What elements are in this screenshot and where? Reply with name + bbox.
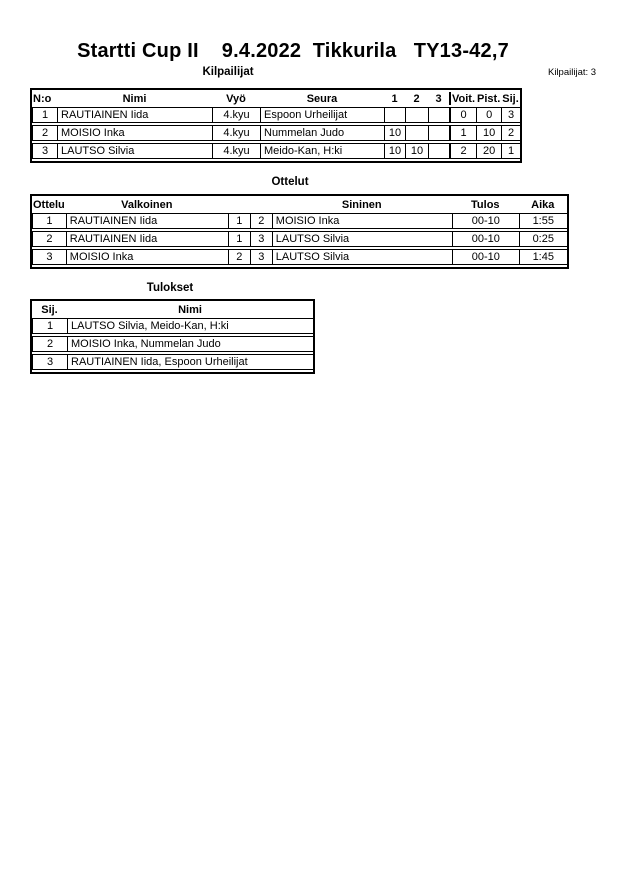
- col-header-round-3: 3: [435, 92, 442, 105]
- cell-pist: 10: [476, 125, 501, 141]
- table-row: [32, 249, 567, 265]
- cell-blue-number: 3: [250, 231, 272, 247]
- table-row: [32, 107, 520, 123]
- cell-nimi: RAUTIAINEN Iida: [57, 107, 212, 123]
- cell-no: 1: [32, 107, 57, 123]
- col-header-aika: Aika: [531, 198, 555, 211]
- cell-seura: Meido-Kan, H:ki: [260, 143, 384, 159]
- col-header-vyo: Vyö: [226, 92, 246, 105]
- cell-pist: 20: [476, 143, 501, 159]
- cell-sij: 3: [32, 354, 67, 370]
- cell-aika: 0:25: [519, 231, 567, 247]
- header-row: [32, 303, 313, 316]
- cell-round-1: 10: [384, 125, 405, 141]
- cell-tulos: 00-10: [452, 231, 519, 247]
- cell-sij: 3: [501, 107, 520, 123]
- cell-voit: 1: [449, 125, 476, 141]
- cell-seura: Espoon Urheilijat: [260, 107, 384, 123]
- kilpailijat-table: [30, 88, 522, 163]
- col-header-pist: Pist.: [477, 92, 501, 105]
- col-header-round-2: 2: [413, 92, 420, 105]
- cell-vyo: 4.kyu: [212, 107, 260, 123]
- cell-vyo: 4.kyu: [212, 125, 260, 141]
- cell-voit: 0: [449, 107, 476, 123]
- col-header-blue-number: [250, 198, 272, 211]
- table-row: [32, 213, 567, 229]
- cell-aika: 1:55: [519, 213, 567, 229]
- cell-aika: 1:45: [519, 249, 567, 265]
- cell-pist: 0: [476, 107, 501, 123]
- cell-round-3: [428, 107, 449, 123]
- cell-sij: 1: [501, 143, 520, 159]
- col-header-no: N:o: [33, 92, 52, 105]
- cell-sij: 1: [32, 318, 67, 334]
- cell-valkoinen: MOISIO Inka: [66, 249, 228, 265]
- cell-round-2: [405, 107, 428, 123]
- page-title: Startti Cup II 9.4.2022 Tikkurila TY13-42,7: [77, 40, 509, 62]
- cell-round-2: 10: [405, 143, 428, 159]
- col-header-ottelu: Ottelu: [33, 198, 65, 211]
- cell-nimi: RAUTIAINEN Iida, Espoon Urheilijat: [67, 354, 313, 370]
- cell-sininen: MOISIO Inka: [272, 213, 452, 229]
- tulokset-heading: Tulokset: [146, 282, 194, 294]
- table-row: [32, 231, 567, 247]
- col-header-sij: Sij.: [41, 303, 58, 316]
- col-header-seura: Seura: [306, 92, 338, 105]
- tulokset-table-header: [32, 303, 313, 316]
- cell-sininen: LAUTSO Silvia: [272, 231, 452, 247]
- cell-tulos: 00-10: [452, 213, 519, 229]
- table-row: [32, 336, 313, 352]
- ottelut-table-header: [32, 198, 567, 211]
- cell-white-number: 1: [228, 213, 250, 229]
- col-header-voit: Voit.: [449, 92, 476, 105]
- cell-nimi: MOISIO Inka: [57, 125, 212, 141]
- cell-white-number: 1: [228, 231, 250, 247]
- cell-round-3: [428, 125, 449, 141]
- col-header-sij: Sij.: [502, 92, 519, 105]
- col-header-nimi: Nimi: [178, 303, 202, 316]
- cell-nimi: MOISIO Inka, Nummelan Judo: [67, 336, 313, 352]
- col-header-valkoinen: Valkoinen: [121, 198, 173, 211]
- cell-vyo: 4.kyu: [212, 143, 260, 159]
- cell-sij: 2: [501, 125, 520, 141]
- table-row: [32, 143, 520, 159]
- cell-blue-number: 2: [250, 213, 272, 229]
- cell-seura: Nummelan Judo: [260, 125, 384, 141]
- cell-blue-number: 3: [250, 249, 272, 265]
- cell-round-1: [384, 107, 405, 123]
- header-row: [32, 92, 520, 105]
- cell-ottelu: 2: [32, 231, 66, 247]
- cell-no: 3: [32, 143, 57, 159]
- tulokset-table: [30, 299, 315, 374]
- cell-nimi: LAUTSO Silvia, Meido-Kan, H:ki: [67, 318, 313, 334]
- table-row: [32, 125, 520, 141]
- cell-nimi: LAUTSO Silvia: [57, 143, 212, 159]
- competitor-count-label: Kilpailijat: 3: [548, 67, 597, 78]
- cell-tulos: 00-10: [452, 249, 519, 265]
- col-header-sininen: Sininen: [341, 198, 382, 211]
- col-header-round-1: 1: [391, 92, 398, 105]
- header-row: [32, 198, 567, 211]
- cell-ottelu: 1: [32, 213, 66, 229]
- cell-round-3: [428, 143, 449, 159]
- col-header-tulos: Tulos: [471, 198, 500, 211]
- table-row: [32, 354, 313, 370]
- cell-valkoinen: RAUTIAINEN Iida: [66, 213, 228, 229]
- cell-no: 2: [32, 125, 57, 141]
- table-row: [32, 318, 313, 334]
- cell-voit: 2: [449, 143, 476, 159]
- kilpailijat-table-header: [32, 92, 520, 105]
- col-header-white-number: [228, 198, 250, 211]
- kilpailijat-heading: Kilpailijat: [202, 66, 254, 78]
- cell-white-number: 2: [228, 249, 250, 265]
- col-header-nimi: Nimi: [122, 92, 147, 105]
- cell-ottelu: 3: [32, 249, 66, 265]
- cell-round-1: 10: [384, 143, 405, 159]
- cell-valkoinen: RAUTIAINEN Iida: [66, 231, 228, 247]
- ottelut-heading: Ottelut: [271, 176, 309, 188]
- cell-sininen: LAUTSO Silvia: [272, 249, 452, 265]
- cell-sij: 2: [32, 336, 67, 352]
- cell-round-2: [405, 125, 428, 141]
- ottelut-table: [30, 194, 569, 269]
